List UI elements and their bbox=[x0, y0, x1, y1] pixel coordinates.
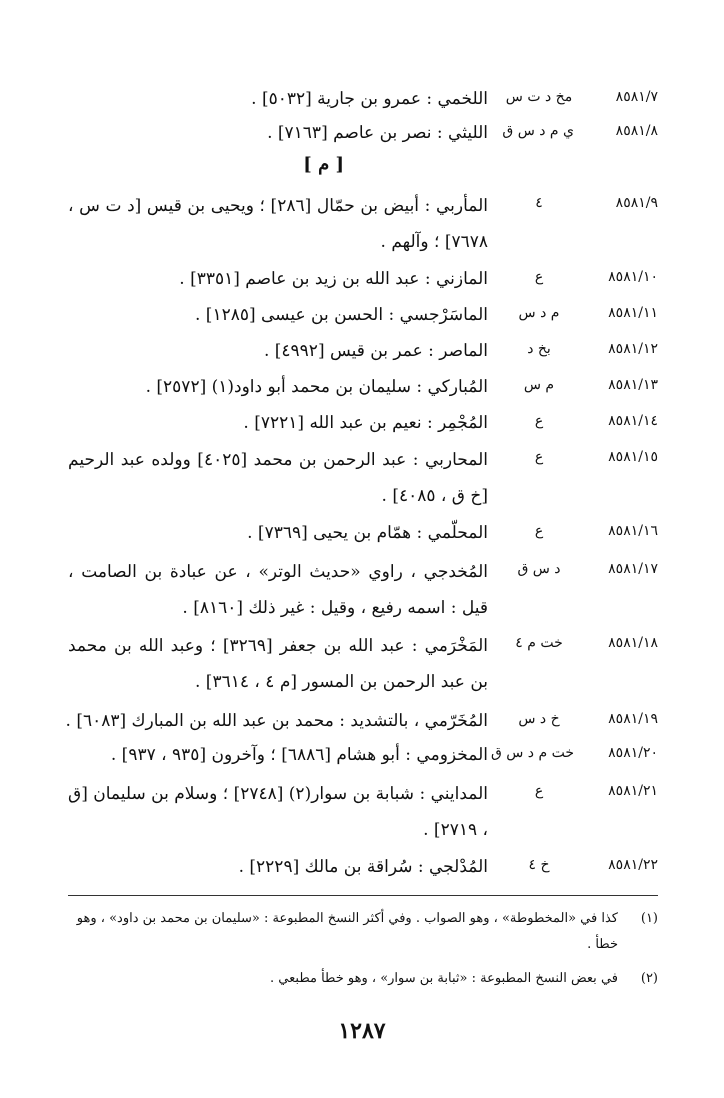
entry-sigla: ع bbox=[534, 523, 544, 539]
entry-sigla: ع bbox=[534, 449, 544, 465]
entry-text: المُخدجي ، راوي «حديث الوتر» ، عن عبادة بن الصامت ، قيل : اسمه رفيع ، وقيل : غير ذلك [٨١٦٠] . bbox=[68, 562, 488, 618]
entry-text: الماسَرْجسي : الحسن بن عيسى [١٢٨٥] . bbox=[194, 305, 488, 325]
footnote-text: في بعض النسخ المطبوعة : «ثبابة بن سوار» ، وهو خطأ مطبعي . bbox=[270, 971, 618, 986]
footnote-text: كذا في «المخطوطة» ، وهو الصواب . وفي أكثر النسخ المطبوعة : «سليمان بن محمد بن داود» ، وهو خطأ . bbox=[76, 911, 618, 952]
entry-row bbox=[66, 738, 658, 780]
entry-sigla: مخ د ت س bbox=[505, 89, 573, 105]
entry-text: المُجْمِر : نعيم بن عبد الله [٧٢٢١] . bbox=[243, 413, 488, 433]
entry-text: المخزومي : أبو هشام [٦٨٨٦] ؛ وآخرون [٩٣٥ ، ٩٣٧] . bbox=[110, 745, 488, 765]
entry-sigla: د س ق bbox=[517, 561, 561, 577]
entry-row bbox=[66, 442, 658, 518]
entry-sigla: خ ٤ bbox=[528, 857, 550, 873]
entry-text: المازني : عبد الله بن زيد بن عاصم [٣٣٥١] . bbox=[179, 269, 488, 289]
entry-sigla: ع bbox=[534, 783, 544, 799]
page-number: ١٢٨٧ bbox=[338, 1018, 386, 1044]
entry-text: المحاربي : عبد الرحمن بن محمد [٤٠٢٥] وولده عبد الرحيم [خ ق ، ٤٠٨٥] . bbox=[68, 450, 488, 506]
entry-row bbox=[66, 850, 658, 892]
entry-text: المُدْلجي : سُراقة بن مالك [٢٢٢٩] . bbox=[238, 857, 488, 877]
entry-number: ٨٥٨١/١٢ bbox=[608, 341, 658, 357]
entry-number: ٨٥٨١/٢١ bbox=[608, 783, 658, 799]
entry-number: ٨٥٨١/٢٠ bbox=[608, 745, 658, 761]
entry-text: اللخمي : عمرو بن جارية [٥٠٣٢] . bbox=[251, 89, 488, 109]
footnote bbox=[66, 906, 658, 958]
section-heading: [ م ] bbox=[303, 154, 344, 175]
entry-number: ٨٥٨١/١٧ bbox=[608, 561, 658, 577]
entry-sigla: خ د س bbox=[518, 711, 560, 727]
footnote bbox=[66, 966, 658, 992]
entry-text: المدايني : شبابة بن سوار(٢) [٢٧٤٨] ؛ وسلام بن سليمان [ق ، ٢٧١٩] . bbox=[68, 784, 489, 840]
entry-number: ٨٥٨١/٢٢ bbox=[608, 857, 658, 873]
entry-number: ٨٥٨١/١١ bbox=[608, 305, 658, 321]
entry-text: الليثي : نصر بن عاصم [٧١٦٣] . bbox=[267, 123, 488, 143]
entry-row bbox=[66, 554, 658, 630]
footnote-divider bbox=[68, 895, 658, 896]
entry-number: ٨٥٨١/٩ bbox=[615, 195, 658, 211]
entry-sigla: بخ د bbox=[527, 341, 551, 357]
entry-number: ٨٥٨١/١٩ bbox=[608, 711, 658, 727]
entry-number: ٨٥٨١/١٠ bbox=[608, 269, 658, 285]
entry-text: المُباركي : سليمان بن محمد أبو داود(١) [٢٥٧٢] . bbox=[145, 377, 488, 397]
entry-number: ٨٥٨١/٨ bbox=[615, 123, 658, 139]
entry-sigla: ٤ bbox=[535, 195, 543, 211]
entry-sigla: م د س bbox=[518, 305, 560, 321]
entry-number: ٨٥٨١/١٥ bbox=[608, 449, 658, 465]
entry-number: ٨٥٨١/١٤ bbox=[608, 413, 658, 429]
entry-row bbox=[66, 116, 658, 158]
entry-text: المُخَرّمي ، بالتشديد : محمد بن عبد الله بن المبارك [٦٠٨٣] . bbox=[65, 711, 488, 731]
entry-row bbox=[66, 516, 658, 558]
entry-row bbox=[66, 188, 658, 264]
entry-sigla: م س bbox=[523, 377, 555, 393]
entry-sigla: خت م د س ق bbox=[490, 745, 574, 761]
entry-sigla: ع bbox=[534, 413, 544, 429]
footnote-mark: (٢) bbox=[640, 971, 658, 986]
entry-text: المَخْرَمي : عبد الله بن جعفر [٣٢٦٩] ؛ وعبد الله بن محمد بن عبد الرحمن بن المسور [م ٤ ، ٣٦١٤] . bbox=[68, 636, 488, 692]
entry-number: ٨٥٨١/١٦ bbox=[608, 523, 658, 539]
entry-sigla: ع bbox=[534, 269, 544, 285]
entry-text: المأربي : أبيض بن حمّال [٢٨٦] ؛ ويحيى بن قيس [د ت س ، ٧٦٧٨] ؛ وآلهم . bbox=[68, 196, 489, 252]
entry-sigla: خت م ٤ bbox=[515, 635, 563, 651]
entry-number: ٨٥٨١/١٣ bbox=[608, 377, 658, 393]
entry-text: الماصر : عمر بن قيس [٤٩٩٢] . bbox=[263, 341, 488, 361]
entry-sigla: ي م د س ق bbox=[502, 123, 574, 139]
entry-text: المحلّمي : همّام بن يحيى [٧٣٦٩] . bbox=[247, 523, 488, 543]
entry-number: ٨٥٨١/١٨ bbox=[608, 635, 658, 651]
entry-row bbox=[66, 776, 658, 852]
entry-row bbox=[66, 628, 658, 704]
entry-number: ٨٥٨١/٧ bbox=[615, 89, 658, 105]
footnote-mark: (١) bbox=[640, 911, 658, 926]
